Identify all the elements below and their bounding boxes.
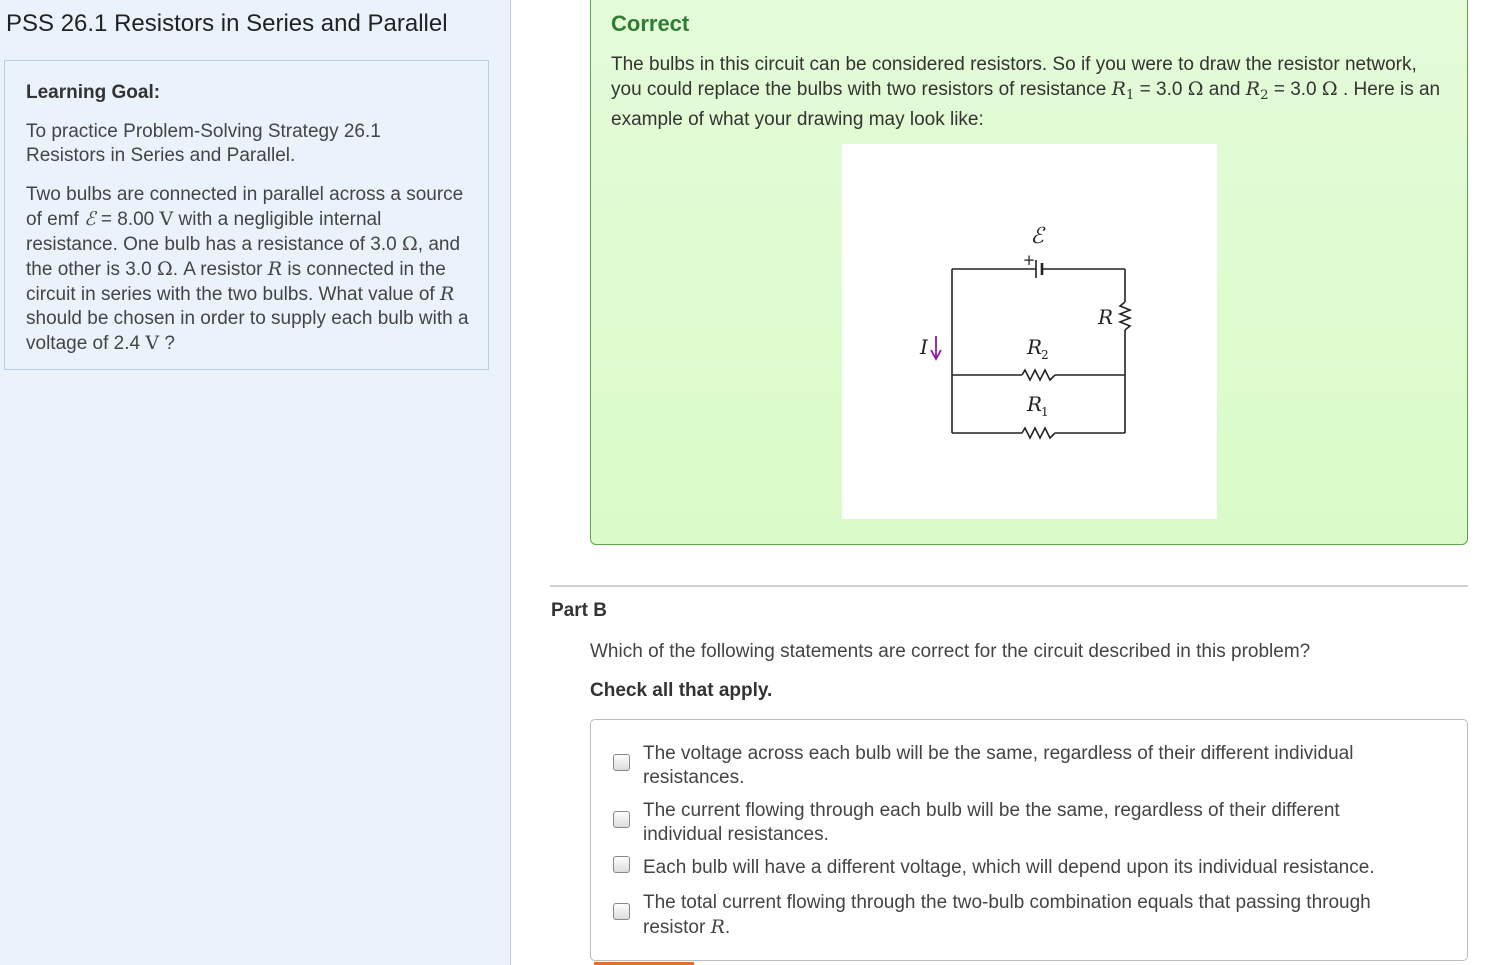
current-arrow-icon xyxy=(931,336,941,359)
problem-title: PSS 26.1 Resistors in Series and Parallel xyxy=(6,10,448,37)
feedback-text: The bulbs in this circuit can be considered resistors. So if you were to draw the resistor network, you could replace the bulbs with two resistors of resistance $R_1 = 3.0$ Ω and $R_2 = 3.0$ Ω . Here is an example of what your drawing may look like: xyxy=(611,54,1441,130)
option-text: The voltage across each bulb will be the same, regardless of their different individual resistances. xyxy=(643,743,1354,788)
option-text: The current flowing through each bulb will be the same, regardless of their different individual resistances. xyxy=(643,800,1340,845)
resistor-r1-label: R xyxy=(1027,392,1043,416)
part-b-title: Part B xyxy=(551,600,607,621)
option-checkbox[interactable] xyxy=(613,856,630,873)
resistor-r2-zigzag xyxy=(1022,370,1055,380)
answer-options xyxy=(590,719,1468,961)
part-b-question: Which of the following statements are correct for the circuit described in this problem? xyxy=(590,641,1311,662)
problem-sidebar xyxy=(0,0,511,965)
problem-statement: Two bulbs are connected in parallel across a source of emf ℰ = 8.00 V with a negligible internal resistance. One bulb has a resistance of 3.0 Ω, and the other is 3.0 Ω. A resistor R is connected in the circuit in series with the two bulbs. What value of R should be chosen in order to supply each bulb with a voltage of 2.4 V ? xyxy=(26,184,469,354)
learning-goal-label: Learning Goal: xyxy=(26,82,161,103)
option-text: The total current flowing through the two-bulb combination equals that passing through resistor R. xyxy=(643,892,1371,938)
resistor-r1-sub: 1 xyxy=(1041,405,1049,419)
circuit-svg xyxy=(842,144,1217,519)
option-checkbox[interactable] xyxy=(613,754,630,771)
resistor-r2-label: R xyxy=(1027,335,1043,359)
resistor-r2-sub: 2 xyxy=(1041,348,1049,362)
plus-label: + xyxy=(1022,251,1036,269)
part-b-instruction: Check all that apply. xyxy=(590,680,773,701)
option-checkbox[interactable] xyxy=(613,811,630,828)
feedback-title: Correct xyxy=(611,11,690,36)
option-checkbox[interactable] xyxy=(613,903,630,920)
section-divider xyxy=(550,585,1468,587)
emf-label: ℰ xyxy=(1030,224,1044,249)
resistor-r-label: R xyxy=(1098,305,1114,329)
resistor-r1-zigzag xyxy=(1022,428,1055,438)
resistor-r-zigzag xyxy=(1120,302,1130,330)
circuit-diagram xyxy=(842,144,1217,519)
feedback-correct-panel xyxy=(590,0,1468,545)
learning-goal-box xyxy=(4,60,489,370)
option-text: Each bulb will have a different voltage, which will depend upon its individual resistance. xyxy=(643,857,1375,878)
current-label: I xyxy=(920,335,928,359)
learning-goal-text: To practice Problem-Solving Strategy 26.1 Resistors in Series and Parallel. xyxy=(26,121,381,166)
